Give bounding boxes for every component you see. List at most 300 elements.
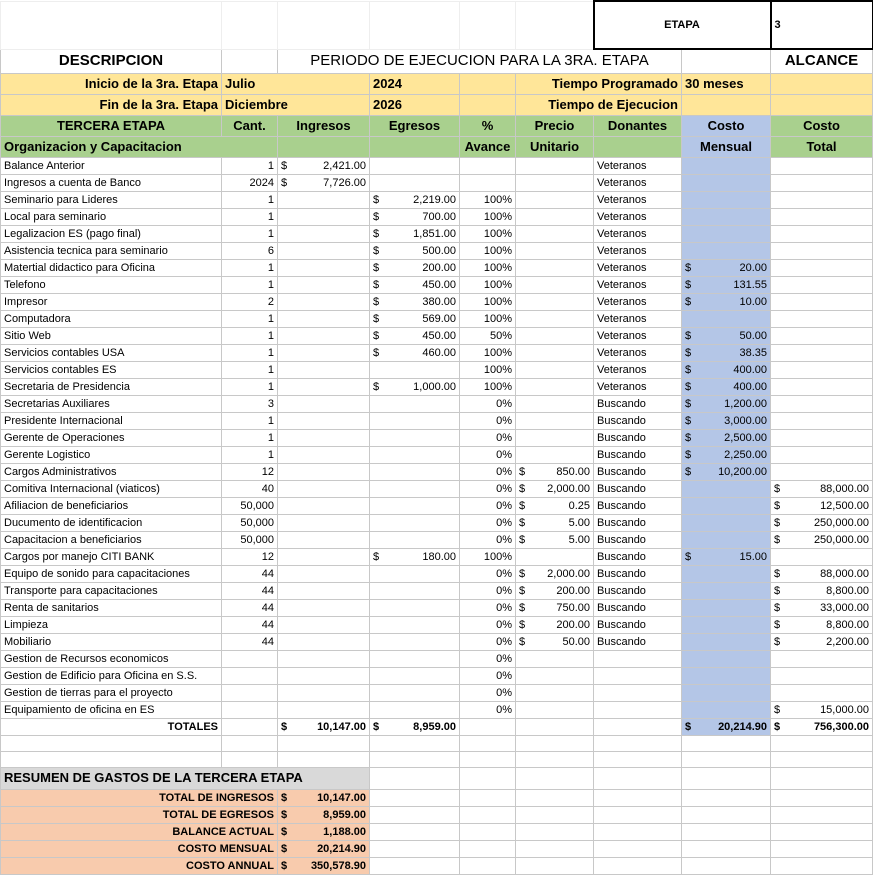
cell-egresos[interactable] [370, 361, 460, 378]
blank-cell[interactable] [222, 735, 278, 751]
cell-ingresos[interactable] [278, 684, 370, 701]
cell-descripcion[interactable] [1, 565, 222, 582]
cell-ingresos[interactable] [278, 191, 370, 208]
fin-ano[interactable]: 2026 [370, 94, 460, 115]
blank-cell[interactable] [370, 823, 460, 840]
cell-total[interactable] [771, 242, 873, 259]
blank-cell[interactable] [222, 1, 278, 49]
cell-total[interactable] [771, 701, 873, 718]
cell-precio[interactable] [516, 259, 594, 276]
cell-donantes[interactable] [594, 497, 682, 514]
cell-total[interactable] [771, 259, 873, 276]
cell-precio[interactable] [516, 667, 594, 684]
totals-mensual[interactable] [682, 718, 771, 735]
cell-precio[interactable] [516, 548, 594, 565]
cell-cant[interactable] [222, 327, 278, 344]
cell-donantes[interactable] [594, 344, 682, 361]
cell-descripcion[interactable] [1, 276, 222, 293]
cell-donantes[interactable] [594, 327, 682, 344]
descripcion-header[interactable]: DESCRIPCION [1, 49, 222, 73]
cell-donantes[interactable] [594, 701, 682, 718]
col-costo-total[interactable]: Costo [771, 115, 873, 136]
cell-total[interactable] [771, 650, 873, 667]
blank-cell[interactable] [594, 136, 682, 157]
cell-cant[interactable] [222, 667, 278, 684]
cell-pct[interactable] [460, 667, 516, 684]
cell-descripcion[interactable] [1, 497, 222, 514]
totals-label[interactable] [1, 718, 222, 735]
cell-precio[interactable] [516, 361, 594, 378]
cell-total[interactable] [771, 208, 873, 225]
cell-cant[interactable] [222, 650, 278, 667]
cell-cant[interactable] [222, 446, 278, 463]
cell-mensual[interactable] [682, 701, 771, 718]
cell-descripcion[interactable] [1, 480, 222, 497]
blank-cell[interactable] [594, 789, 682, 806]
cell-donantes[interactable] [594, 446, 682, 463]
cell-pct[interactable] [460, 310, 516, 327]
blank-cell[interactable] [771, 735, 873, 751]
blank-cell[interactable] [516, 857, 594, 874]
etapa-number[interactable]: 3 [771, 1, 873, 49]
cell-precio[interactable] [516, 633, 594, 650]
blank-cell[interactable] [370, 789, 460, 806]
cell-cant[interactable] [222, 378, 278, 395]
cell-total[interactable] [771, 531, 873, 548]
summary-label[interactable] [1, 840, 278, 857]
cell-donantes[interactable] [594, 650, 682, 667]
cell-precio[interactable] [516, 565, 594, 582]
cell-cant[interactable] [222, 616, 278, 633]
cell-descripcion[interactable] [1, 293, 222, 310]
blank-cell[interactable] [460, 735, 516, 751]
cell-total[interactable] [771, 310, 873, 327]
cell-ingresos[interactable] [278, 463, 370, 480]
cell-total[interactable] [771, 191, 873, 208]
cell-mensual[interactable] [682, 616, 771, 633]
blank-cell[interactable] [516, 718, 594, 735]
blank-cell[interactable] [594, 735, 682, 751]
blank-cell[interactable] [682, 94, 771, 115]
summary-value[interactable] [278, 840, 370, 857]
blank-cell[interactable] [222, 751, 278, 767]
cell-mensual[interactable] [682, 650, 771, 667]
cell-cant[interactable] [222, 633, 278, 650]
blank-cell[interactable] [682, 767, 771, 789]
cell-cant[interactable] [222, 548, 278, 565]
cell-descripcion[interactable] [1, 310, 222, 327]
cell-mensual[interactable] [682, 259, 771, 276]
blank-cell[interactable] [682, 49, 771, 73]
blank-cell[interactable] [682, 789, 771, 806]
cell-ingresos[interactable] [278, 242, 370, 259]
cell-pct[interactable] [460, 293, 516, 310]
cell-total[interactable] [771, 548, 873, 565]
cell-descripcion[interactable] [1, 633, 222, 650]
cell-donantes[interactable] [594, 599, 682, 616]
cell-egresos[interactable] [370, 667, 460, 684]
cell-pct[interactable] [460, 242, 516, 259]
blank-cell[interactable] [460, 789, 516, 806]
cell-donantes[interactable] [594, 361, 682, 378]
cell-total[interactable] [771, 667, 873, 684]
cell-egresos[interactable] [370, 565, 460, 582]
cell-pct[interactable] [460, 684, 516, 701]
cell-pct[interactable] [460, 344, 516, 361]
blank-cell[interactable] [516, 823, 594, 840]
cell-egresos[interactable] [370, 548, 460, 565]
cell-donantes[interactable] [594, 293, 682, 310]
cell-egresos[interactable] [370, 259, 460, 276]
inicio-label[interactable]: Inicio de la 3ra. Etapa [1, 73, 222, 94]
cell-donantes[interactable] [594, 480, 682, 497]
cell-precio[interactable] [516, 599, 594, 616]
cell-egresos[interactable] [370, 327, 460, 344]
blank-cell[interactable] [370, 857, 460, 874]
cell-pct[interactable] [460, 565, 516, 582]
cell-ingresos[interactable] [278, 565, 370, 582]
cell-mensual[interactable] [682, 293, 771, 310]
cell-ingresos[interactable] [278, 667, 370, 684]
cell-descripcion[interactable] [1, 616, 222, 633]
cell-cant[interactable] [222, 259, 278, 276]
cell-cant[interactable] [222, 599, 278, 616]
blank-cell[interactable] [516, 735, 594, 751]
cell-ingresos[interactable] [278, 429, 370, 446]
cell-donantes[interactable] [594, 276, 682, 293]
cell-ingresos[interactable] [278, 616, 370, 633]
blank-cell[interactable] [594, 751, 682, 767]
cell-cant[interactable] [222, 361, 278, 378]
cell-mensual[interactable] [682, 242, 771, 259]
cell-cant[interactable] [222, 310, 278, 327]
cell-mensual[interactable] [682, 429, 771, 446]
cell-pct[interactable] [460, 157, 516, 174]
blank-cell[interactable] [222, 49, 278, 73]
cell-precio[interactable] [516, 242, 594, 259]
cell-donantes[interactable] [594, 582, 682, 599]
summary-value[interactable] [278, 823, 370, 840]
cell-pct[interactable] [460, 395, 516, 412]
cell-egresos[interactable] [370, 225, 460, 242]
cell-cant[interactable] [222, 208, 278, 225]
cell-ingresos[interactable] [278, 327, 370, 344]
blank-cell[interactable] [278, 1, 370, 49]
cell-egresos[interactable] [370, 157, 460, 174]
cell-precio[interactable] [516, 276, 594, 293]
cell-descripcion[interactable] [1, 327, 222, 344]
cell-descripcion[interactable] [1, 531, 222, 548]
cell-cant[interactable] [222, 157, 278, 174]
cell-total[interactable] [771, 276, 873, 293]
cell-donantes[interactable] [594, 463, 682, 480]
blank-cell[interactable] [370, 735, 460, 751]
cell-ingresos[interactable] [278, 599, 370, 616]
cell-precio[interactable] [516, 446, 594, 463]
cell-precio[interactable] [516, 531, 594, 548]
cell-precio[interactable] [516, 378, 594, 395]
cell-donantes[interactable] [594, 548, 682, 565]
cell-ingresos[interactable] [278, 378, 370, 395]
cell-mensual[interactable] [682, 191, 771, 208]
blank-cell[interactable] [460, 718, 516, 735]
summary-label[interactable] [1, 857, 278, 874]
cell-total[interactable] [771, 378, 873, 395]
cell-ingresos[interactable] [278, 514, 370, 531]
blank-cell[interactable] [594, 857, 682, 874]
cell-cant[interactable] [222, 514, 278, 531]
cell-ingresos[interactable] [278, 259, 370, 276]
cell-ingresos[interactable] [278, 208, 370, 225]
cell-donantes[interactable] [594, 633, 682, 650]
cell-egresos[interactable] [370, 412, 460, 429]
cell-precio[interactable] [516, 293, 594, 310]
blank-cell[interactable] [771, 789, 873, 806]
cell-pct[interactable] [460, 174, 516, 191]
cell-precio[interactable] [516, 191, 594, 208]
cell-cant[interactable] [222, 497, 278, 514]
cell-pct[interactable] [460, 225, 516, 242]
cell-ingresos[interactable] [278, 344, 370, 361]
cell-total[interactable] [771, 497, 873, 514]
cell-descripcion[interactable] [1, 259, 222, 276]
cell-precio[interactable] [516, 429, 594, 446]
cell-donantes[interactable] [594, 225, 682, 242]
cell-ingresos[interactable] [278, 446, 370, 463]
cell-pct[interactable] [460, 191, 516, 208]
col-costo-mensual[interactable]: Costo [682, 115, 771, 136]
cell-pct[interactable] [460, 599, 516, 616]
cell-egresos[interactable] [370, 701, 460, 718]
cell-cant[interactable] [222, 344, 278, 361]
cell-pct[interactable] [460, 480, 516, 497]
blank-cell[interactable] [370, 806, 460, 823]
cell-cant[interactable] [222, 582, 278, 599]
blank-cell[interactable] [594, 840, 682, 857]
blank-cell[interactable] [771, 767, 873, 789]
cell-precio[interactable] [516, 327, 594, 344]
cell-total[interactable] [771, 599, 873, 616]
cell-pct[interactable] [460, 497, 516, 514]
cell-donantes[interactable] [594, 378, 682, 395]
cell-precio[interactable] [516, 497, 594, 514]
cell-donantes[interactable] [594, 412, 682, 429]
cell-total[interactable] [771, 463, 873, 480]
cell-pct[interactable] [460, 327, 516, 344]
cell-mensual[interactable] [682, 684, 771, 701]
cell-cant[interactable] [222, 191, 278, 208]
cell-ingresos[interactable] [278, 548, 370, 565]
cell-egresos[interactable] [370, 378, 460, 395]
cell-descripcion[interactable] [1, 599, 222, 616]
cell-egresos[interactable] [370, 276, 460, 293]
cell-donantes[interactable] [594, 684, 682, 701]
cell-precio[interactable] [516, 650, 594, 667]
alcance-header[interactable]: ALCANCE [771, 49, 873, 73]
cell-ingresos[interactable] [278, 225, 370, 242]
col-avance[interactable]: Avance [460, 136, 516, 157]
cell-mensual[interactable] [682, 327, 771, 344]
blank-cell[interactable] [460, 73, 516, 94]
blank-cell[interactable] [516, 1, 594, 49]
cell-precio[interactable] [516, 174, 594, 191]
cell-total[interactable] [771, 616, 873, 633]
cell-total[interactable] [771, 293, 873, 310]
cell-egresos[interactable] [370, 531, 460, 548]
blank-cell[interactable] [594, 767, 682, 789]
cell-donantes[interactable] [594, 242, 682, 259]
cell-egresos[interactable] [370, 208, 460, 225]
cell-mensual[interactable] [682, 412, 771, 429]
cell-donantes[interactable] [594, 259, 682, 276]
blank-cell[interactable] [516, 840, 594, 857]
cell-descripcion[interactable] [1, 174, 222, 191]
cell-ingresos[interactable] [278, 395, 370, 412]
cell-ingresos[interactable] [278, 633, 370, 650]
cell-cant[interactable] [222, 293, 278, 310]
totals-egresos[interactable] [370, 718, 460, 735]
cell-descripcion[interactable] [1, 650, 222, 667]
cell-ingresos[interactable] [278, 174, 370, 191]
cell-ingresos[interactable] [278, 310, 370, 327]
cell-donantes[interactable] [594, 667, 682, 684]
summary-value[interactable] [278, 789, 370, 806]
col-tercera-etapa[interactable]: TERCERA ETAPA [1, 115, 222, 136]
cell-ingresos[interactable] [278, 650, 370, 667]
blank-cell[interactable] [594, 806, 682, 823]
blank-cell[interactable] [370, 136, 460, 157]
cell-ingresos[interactable] [278, 276, 370, 293]
cell-pct[interactable] [460, 412, 516, 429]
blank-cell[interactable] [771, 857, 873, 874]
blank-cell[interactable] [682, 823, 771, 840]
blank-cell[interactable] [278, 751, 370, 767]
cell-cant[interactable] [222, 480, 278, 497]
blank-cell[interactable] [460, 751, 516, 767]
cell-descripcion[interactable] [1, 412, 222, 429]
cell-precio[interactable] [516, 701, 594, 718]
cell-cant[interactable] [222, 225, 278, 242]
cell-donantes[interactable] [594, 514, 682, 531]
cell-mensual[interactable] [682, 667, 771, 684]
cell-egresos[interactable] [370, 650, 460, 667]
cell-egresos[interactable] [370, 242, 460, 259]
cell-pct[interactable] [460, 446, 516, 463]
cell-descripcion[interactable] [1, 684, 222, 701]
cell-donantes[interactable] [594, 531, 682, 548]
cell-ingresos[interactable] [278, 497, 370, 514]
blank-cell[interactable] [460, 94, 516, 115]
cell-cant[interactable] [222, 463, 278, 480]
cell-donantes[interactable] [594, 395, 682, 412]
cell-cant[interactable] [222, 701, 278, 718]
cell-descripcion[interactable] [1, 701, 222, 718]
cell-precio[interactable] [516, 412, 594, 429]
col-mensual[interactable]: Mensual [682, 136, 771, 157]
inicio-ano[interactable]: 2024 [370, 73, 460, 94]
blank-cell[interactable] [1, 1, 222, 49]
cell-pct[interactable] [460, 463, 516, 480]
cell-descripcion[interactable] [1, 463, 222, 480]
cell-total[interactable] [771, 633, 873, 650]
cell-descripcion[interactable] [1, 514, 222, 531]
etapa-label[interactable]: ETAPA [594, 1, 771, 49]
cell-mensual[interactable] [682, 514, 771, 531]
cell-donantes[interactable] [594, 310, 682, 327]
cell-mensual[interactable] [682, 344, 771, 361]
cell-donantes[interactable] [594, 429, 682, 446]
col-pct[interactable]: % [460, 115, 516, 136]
cell-descripcion[interactable] [1, 378, 222, 395]
cell-total[interactable] [771, 174, 873, 191]
cell-mensual[interactable] [682, 208, 771, 225]
cell-ingresos[interactable] [278, 412, 370, 429]
cell-descripcion[interactable] [1, 667, 222, 684]
blank-cell[interactable] [771, 806, 873, 823]
col-donantes[interactable]: Donantes [594, 115, 682, 136]
cell-egresos[interactable] [370, 497, 460, 514]
cell-precio[interactable] [516, 684, 594, 701]
cell-cant[interactable] [222, 395, 278, 412]
cell-mensual[interactable] [682, 497, 771, 514]
cell-mensual[interactable] [682, 310, 771, 327]
summary-label[interactable] [1, 789, 278, 806]
cell-descripcion[interactable] [1, 582, 222, 599]
blank-cell[interactable] [682, 857, 771, 874]
cell-pct[interactable] [460, 531, 516, 548]
cell-ingresos[interactable] [278, 701, 370, 718]
cell-egresos[interactable] [370, 429, 460, 446]
cell-descripcion[interactable] [1, 361, 222, 378]
blank-cell[interactable] [1, 735, 222, 751]
blank-cell[interactable] [370, 767, 460, 789]
cell-cant[interactable] [222, 276, 278, 293]
cell-precio[interactable] [516, 157, 594, 174]
cell-pct[interactable] [460, 259, 516, 276]
cell-mensual[interactable] [682, 565, 771, 582]
cell-precio[interactable] [516, 395, 594, 412]
cell-total[interactable] [771, 361, 873, 378]
blank-cell[interactable] [771, 840, 873, 857]
cell-pct[interactable] [460, 616, 516, 633]
cell-total[interactable] [771, 582, 873, 599]
blank-cell[interactable] [370, 1, 460, 49]
blank-cell[interactable] [771, 73, 873, 94]
cell-ingresos[interactable] [278, 582, 370, 599]
cell-cant[interactable] [222, 242, 278, 259]
cell-mensual[interactable] [682, 582, 771, 599]
totals-ingresos[interactable] [278, 718, 370, 735]
cell-total[interactable] [771, 480, 873, 497]
cell-egresos[interactable] [370, 463, 460, 480]
cell-donantes[interactable] [594, 174, 682, 191]
cell-egresos[interactable] [370, 293, 460, 310]
summary-title[interactable] [1, 767, 370, 789]
cell-total[interactable] [771, 327, 873, 344]
cell-precio[interactable] [516, 208, 594, 225]
cell-egresos[interactable] [370, 310, 460, 327]
cell-mensual[interactable] [682, 395, 771, 412]
blank-cell[interactable] [516, 789, 594, 806]
cell-precio[interactable] [516, 480, 594, 497]
cell-pct[interactable] [460, 633, 516, 650]
cell-mensual[interactable] [682, 157, 771, 174]
cell-egresos[interactable] [370, 616, 460, 633]
tiempo-programado-value[interactable]: 30 meses [682, 73, 771, 94]
blank-cell[interactable] [460, 1, 516, 49]
blank-cell[interactable] [370, 840, 460, 857]
blank-cell[interactable] [278, 735, 370, 751]
